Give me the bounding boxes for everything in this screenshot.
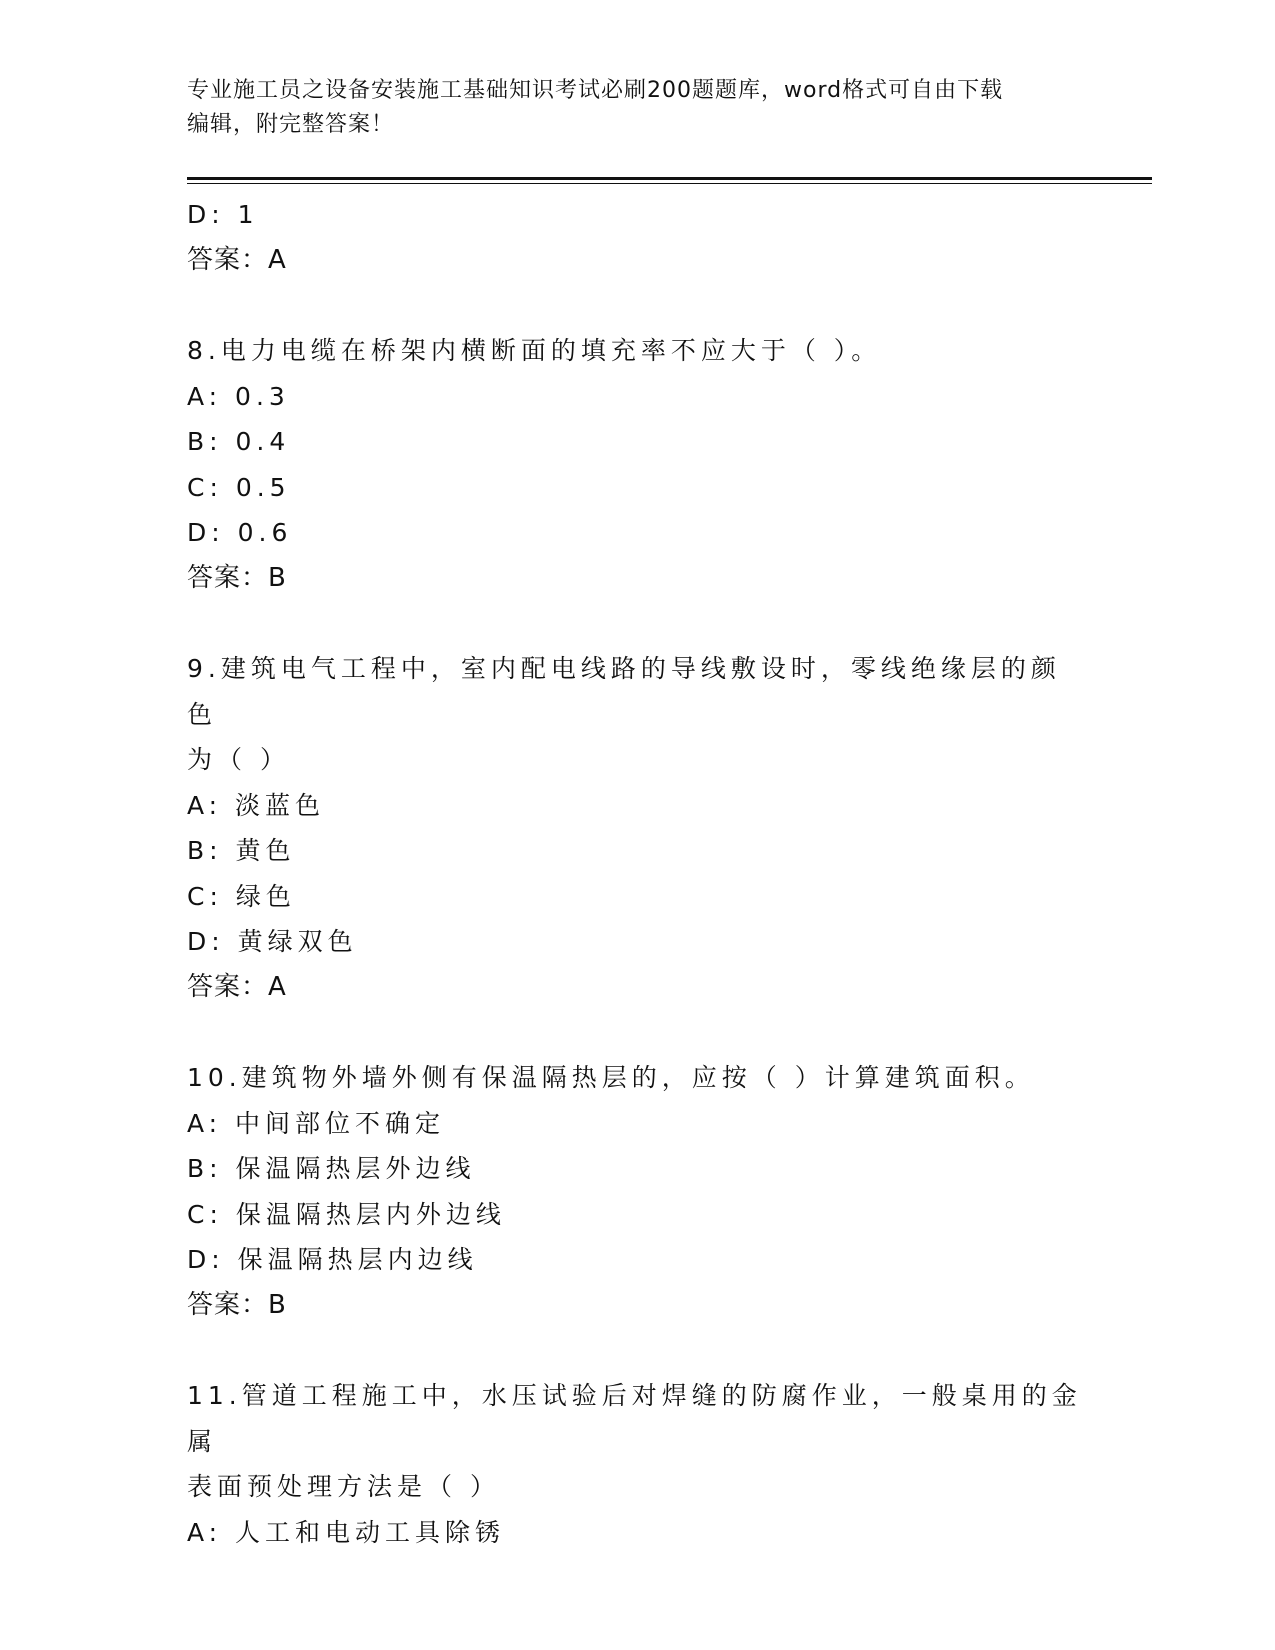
spacer <box>187 1328 1087 1373</box>
question-title-line-1: 9.建筑电气工程中，室内配电线路的导线敷设时，零线绝缘层的颜色 <box>187 654 1061 729</box>
answer-line <box>187 556 1087 602</box>
question-11 <box>187 1373 1087 1555</box>
question-list <box>187 192 1087 1555</box>
spacer <box>187 283 1087 328</box>
header-divider-thin <box>187 183 1152 184</box>
answer-label: 答案： <box>187 244 269 275</box>
header-divider-thick <box>187 177 1152 180</box>
answer-value: A <box>268 244 286 275</box>
option-d: D: 0.6 <box>187 518 293 547</box>
option-d: D: 黄绿双色 <box>187 927 358 956</box>
question-title: 8.电力电缆在桥架内横断面的填充率不应大于（ ）。 <box>187 336 882 365</box>
previous-question-tail <box>187 192 1087 283</box>
answer-value: B <box>268 562 286 593</box>
document-header <box>187 74 1067 142</box>
question-9 <box>187 646 1087 1010</box>
option-a: A: 人工和电动工具除锈 <box>187 1517 506 1547</box>
option-a: A: 淡蓝色 <box>187 790 326 820</box>
option-b: B: 保温隔热层外边线 <box>187 1154 476 1183</box>
option-c: C: 绿色 <box>187 881 296 911</box>
spacer <box>187 601 1087 646</box>
spacer <box>187 1010 1087 1055</box>
option-b: B: 黄色 <box>187 836 296 865</box>
answer-line <box>187 965 1087 1011</box>
header-title-line-2: 编辑，附完整答案！ <box>187 112 395 137</box>
question-10 <box>187 1055 1087 1328</box>
answer-line <box>187 238 1087 284</box>
header-title-line-1: 专业施工员之设备安装施工基础知识考试必刷200题题库，word格式可自由下载 <box>187 78 1004 103</box>
option-c: C: 保温隔热层内外边线 <box>187 1199 506 1229</box>
answer-label: 答案： <box>187 1289 269 1320</box>
option-d: D: 1 <box>187 200 259 229</box>
answer-value: A <box>268 971 286 1002</box>
answer-label: 答案： <box>187 562 269 593</box>
option-d: D: 保温隔热层内边线 <box>187 1245 478 1274</box>
option-c: C: 0.5 <box>187 472 291 502</box>
answer-line <box>187 1283 1087 1329</box>
question-title-line-1: 11.管道工程施工中，水压试验后对焊缝的防腐作业，一般桌用的金属 <box>187 1381 1082 1456</box>
answer-label: 答案： <box>187 971 269 1002</box>
option-b: B: 0.4 <box>187 427 291 456</box>
question-title-line-2: 表面预处理方法是（ ） <box>187 1472 500 1501</box>
option-a: A: 0.3 <box>187 381 290 411</box>
question-title-line-2: 为（ ） <box>187 745 290 774</box>
answer-value: B <box>268 1289 286 1320</box>
option-a: A: 中间部位不确定 <box>187 1108 446 1138</box>
question-title: 10.建筑物外墙外侧有保温隔热层的，应按（ ）计算建筑面积。 <box>187 1063 1035 1092</box>
question-8 <box>187 328 1087 601</box>
